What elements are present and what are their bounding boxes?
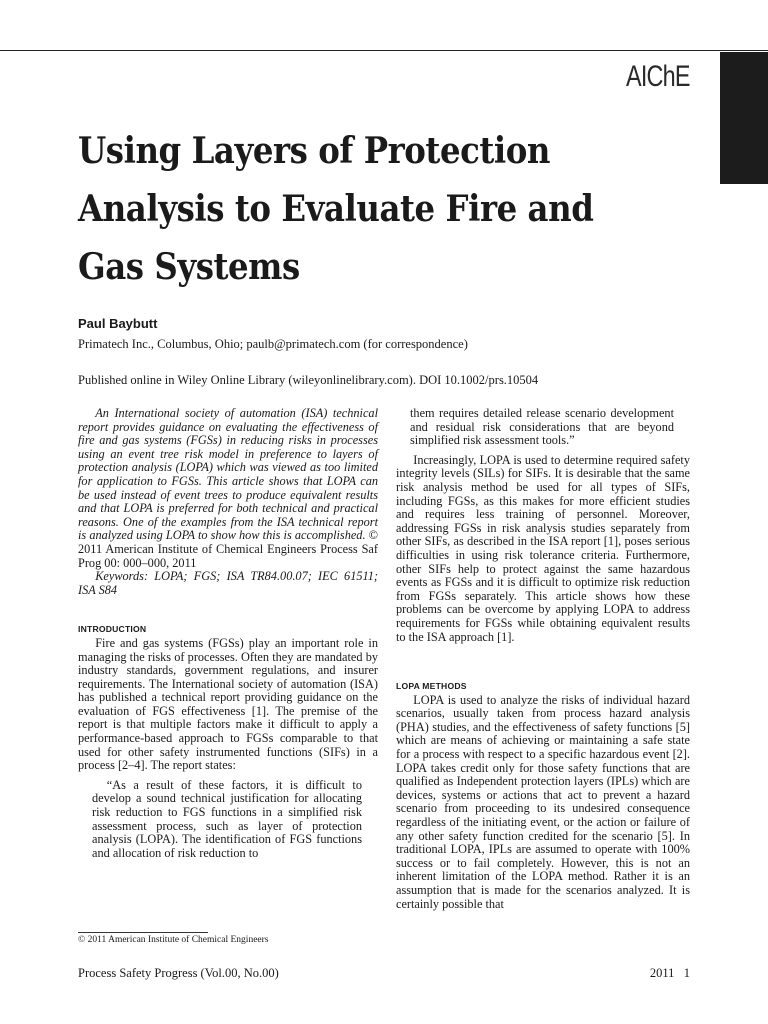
- footer-year: 2011: [649, 966, 675, 980]
- page-info: [650, 966, 690, 981]
- left-column: [78, 407, 378, 860]
- article-title: Using Layers of Protection Analysis to Evaluate Fire and Gas Systems: [78, 130, 594, 288]
- introduction-paragraph: Fire and gas systems (FGSs) play an important role in managing the risks of processes. Often they are mandated by industry standards, government regulations, and insurer requirements. The International society of automation (ISA) has published a technical report providing guidance on the evaluation of FGS effectiveness [1]. The premise of the report is that multiple factors make it difficult to apply a performance-based approach to FGSs comparable to that used for other safety instrumented functions (SIFs) in a process [2–4]. The report states:: [78, 635, 378, 773]
- top-rule: [0, 50, 768, 51]
- introduction-paragraph: Increasingly, LOPA is used to determine required safety integrity levels (SILs) for SIFs. It is desirable that the same risk analysis method be used for all types of SIFs, including FGSs, as this makes for more efficient studies and requires less training of personnel. Moreover, addressing FGSs in risk analysis studies separately from other SIFs, as described in the ISA report [1], poses serious difficulties in using risk tolerance criteria. Furthermore, other SIFs help to protect against the same hazardous events as FGSs and it is difficult to optimize risk reduction from FGSs separately. This article shows how these problems can be overcome by applying LOPA to address requirements for FGSs while obtaining equivalent results to the ISA approach [1].: [396, 452, 690, 644]
- section-heading-lopa-methods: LOPA METHODS: [396, 681, 467, 692]
- footnote-rule: [78, 932, 208, 933]
- running-footer-journal: Process Safety Progress (Vol.00, No.00): [78, 966, 279, 980]
- author-affiliation: Primatech Inc., Columbus, Ohio; paulb@primatech.com (for correspondence): [78, 337, 468, 351]
- abstract: [78, 407, 378, 570]
- spacer: [396, 644, 690, 680]
- section-heading-introduction: INTRODUCTION: [78, 624, 147, 635]
- keywords: Keywords: LOPA; FGS; ISA TR84.00.07; IEC 61511; ISA S84: [78, 569, 378, 597]
- block-quote: “As a result of these factors, it is difficult to develop a sound technical justification for allocating risk reduction to FGS functions in a simplified risk assessment process, such as layer of protection analysis (LOPA). The identification of FGS functions and allocation of risk reduction to: [92, 777, 362, 860]
- block-quote-continued: them requires detailed release scenario development and residual risk considerations that are beyond simplified risk assessment tools.”: [410, 406, 674, 448]
- author-name: Paul Baybutt: [78, 316, 158, 331]
- publication-info: Published online in Wiley Online Library (wileyonlinelibrary.com). DOI 10.1002/prs.10504: [78, 373, 539, 387]
- lopa-paragraph: LOPA is used to analyze the risks of individual hazard scenarios, usually taken from process hazard analysis (PHA) studies, and the effectiveness of safety functions [5] which are means of achieving or maintaining a safe state for a process with respect to a specific hazardous event [2]. LOPA takes credit only for those safety functions that are qualified as Independent protection layers (IPLs) which are devices, systems or actions that act to prevent a hazard scenario from proceeding to its undesired consequence regardless of the initiating event, or the action or failure of any other safety function credited for the scenario [5]. In traditional LOPA, IPLs are assumed to operate with 100% success or to fail completely. However, this is not an inherent limitation of the LOPA method. Rather it is an assumption that is made for the scenarios analyzed. It is certainly possible that: [396, 692, 690, 911]
- right-column: [396, 407, 690, 911]
- aiche-logo: AIChE: [626, 60, 690, 93]
- abstract-citation: © 2011 American Institute of Chemical Engineers Process Saf Prog 00: 000–000, 2011: [78, 528, 379, 570]
- page-number: 1: [683, 966, 690, 980]
- spacer: [78, 597, 378, 623]
- abstract-text: An International society of automation (ISA) technical report provides guidance on evaluating the effectiveness of fire and gas systems (FGSs) in reducing risks in processes using an event tree risk model in preference to layers of protection analysis (LOPA) which was viewed as too limited for application to FGSs. This article shows that LOPA can be used instead of event trees to produce equivalent results and that LOPA is preferred for both technical and practical reasons. One of the examples from the ISA technical report is analyzed using LOPA to show how this is accomplished.: [78, 406, 378, 543]
- copyright-footnote: © 2011 American Institute of Chemical Engineers: [78, 935, 269, 945]
- side-tab-block: [720, 52, 768, 184]
